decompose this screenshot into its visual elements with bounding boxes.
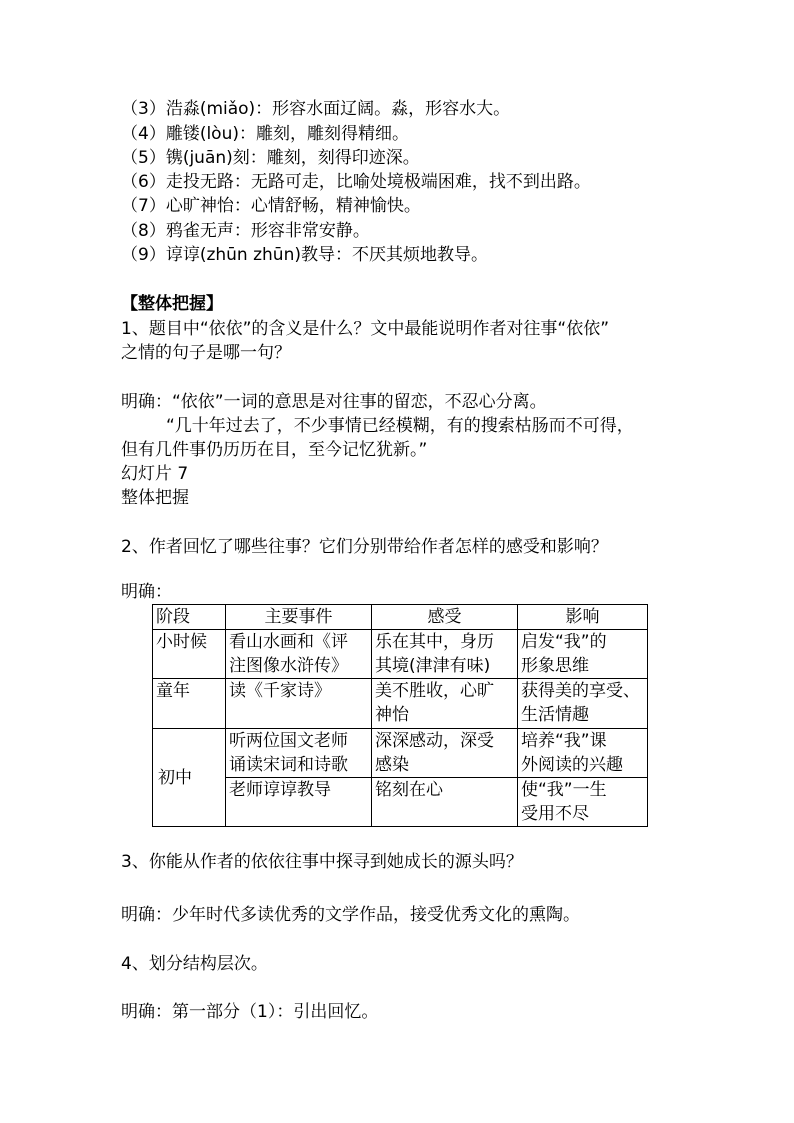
- table-cell-stage: 童年: [153, 679, 226, 729]
- table-cell-feeling: 深深感动，深受 感染: [372, 729, 518, 778]
- vocab-item-9: （9）谆谆(zhūn zhūn)教导：不厌其烦地教导。: [121, 245, 488, 265]
- question-1-line-1: 1、题目中“依依”的含义是什么？文中最能说明作者对往事“依依”: [121, 319, 610, 339]
- table-cell-impact: 启发“我”的 形象思维: [518, 630, 648, 679]
- vocab-item-3: （3）浩淼(miǎo)：形容水面辽阔。淼，形容水大。: [121, 99, 511, 119]
- section-title: 【整体把握】: [121, 294, 223, 314]
- question-2: 2、作者回忆了哪些往事？它们分别带给作者怎样的感受和影响？: [121, 537, 608, 557]
- table-header-row: [153, 605, 648, 630]
- table-cell-impact: 获得美的享受、 生活情趣: [518, 679, 648, 729]
- column-header-event: 主要事件: [226, 605, 372, 630]
- table-cell-event: 读《千家诗》: [226, 679, 372, 729]
- table-cell-feeling: 铭刻在心: [372, 778, 518, 827]
- table-row: [153, 679, 648, 729]
- table-cell-event: 老师谆谆教导: [226, 778, 372, 827]
- answer-1-quote-line-2: 但有几件事仍历历在目，至今记忆犹新。”: [121, 440, 428, 460]
- vocab-item-5: （5）镌(juān)刻：雕刻，刻得印迹深。: [121, 148, 420, 168]
- column-header-impact: 影响: [518, 605, 648, 630]
- answer-4: 明确：第一部分（1）：引出回忆。: [121, 1002, 379, 1022]
- table-row: [153, 630, 648, 679]
- column-header-feeling: 感受: [372, 605, 518, 630]
- answer-1: 明确：“依依”一词的意思是对往事的留恋，不忍心分离。: [121, 392, 547, 412]
- table-cell-impact: 培养“我”课 外阅读的兴趣: [518, 729, 648, 778]
- answer-3: 明确：少年时代多读优秀的文学作品，接受优秀文化的熏陶。: [121, 905, 580, 925]
- vocab-item-4: （4）雕镂(lòu)：雕刻，雕刻得精细。: [121, 124, 409, 144]
- table-row: [153, 729, 648, 778]
- vocab-item-8: （8）鸦雀无声：形容非常安静。: [121, 221, 370, 241]
- table-cell-feeling: 美不胜收，心旷 神怡: [372, 679, 518, 729]
- table-cell-stage: 小时候: [153, 630, 226, 679]
- slide-label: 幻灯片 7: [121, 464, 189, 484]
- stages-table: [152, 604, 648, 827]
- table-cell-event: 看山水画和《评 注图像水浒传》: [226, 630, 372, 679]
- question-4: 4、划分结构层次。: [121, 954, 268, 974]
- table-cell-event: 听两位国文老师 诵读宋词和诗歌: [226, 729, 372, 778]
- slide-title: 整体把握: [121, 488, 189, 508]
- vocab-item-7: （7）心旷神怡：心情舒畅，精神愉快。: [121, 196, 421, 216]
- question-3: 3、你能从作者的依依往事中探寻到她成长的源头吗？: [121, 852, 523, 872]
- column-header-stage: 阶段: [153, 605, 226, 630]
- table-row: [153, 778, 648, 827]
- question-1-line-2: 之情的句子是哪一句？: [121, 343, 291, 363]
- table-cell-impact: 使“我”一生 受用不尽: [518, 778, 648, 827]
- table-cell-feeling: 乐在其中，身历 其境(津津有味): [372, 630, 518, 679]
- vocab-item-6: （6）走投无路：无路可走，比喻处境极端困难，找不到出路。: [121, 172, 591, 192]
- answer-2-label: 明确：: [121, 582, 172, 602]
- answer-1-quote-line-1: “几十年过去了，不少事情已经模糊，有的搜索枯肠而不可得，: [166, 416, 634, 436]
- table-cell-stage: 初中: [153, 729, 226, 827]
